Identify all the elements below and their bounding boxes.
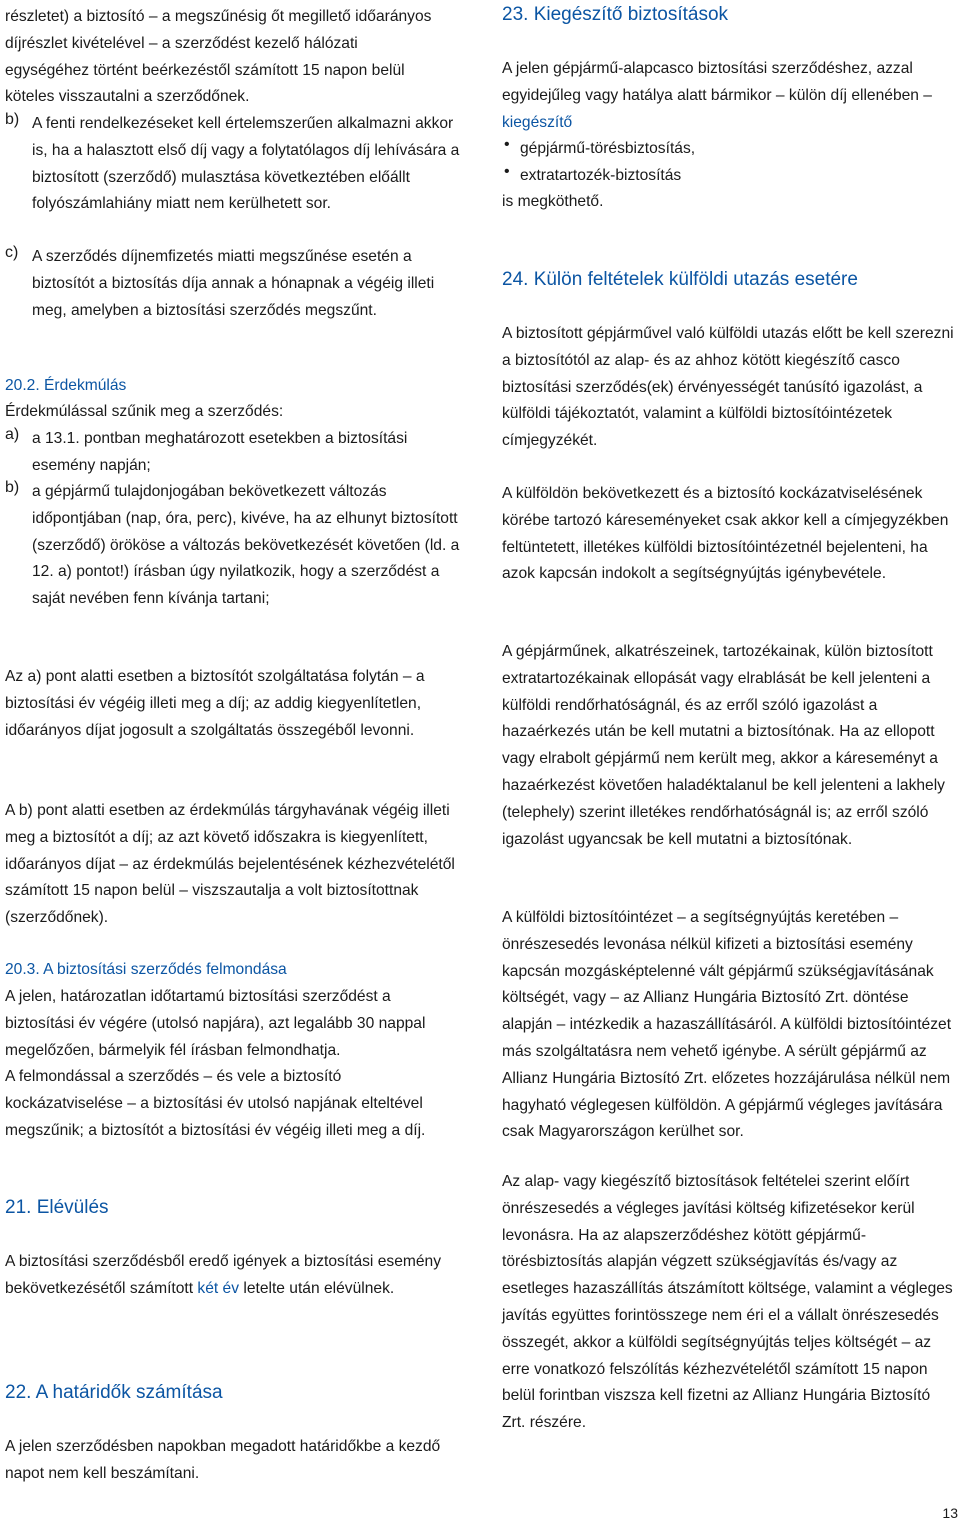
- bullet-text: gépjármű-törésbiztosítás,: [520, 140, 696, 157]
- item-20-2-a-text: a 13.1. pontban meghatározott esetekben a biztosítási esemény napján;: [32, 430, 408, 474]
- section-21-text-part2: letelte után elévülnek.: [239, 1279, 395, 1297]
- section-20-3-heading: 20.3. A biztosítási szerződés felmondása: [5, 961, 287, 978]
- section-22-heading: 22. A határidők számítása: [5, 1382, 223, 1403]
- section-24-para1: A biztosított gépjárművel való külföldi utazás előtt be kell szerezni a biztosítótól az alap- és az ahhoz kötött kiegészítő casco biztosítási szerződés(ek) érvényességét tanúsító igazolást, a külföldi tájékoztatót, valamint a külföldi biztosítóintézetek címjegyzékét.: [502, 325, 954, 450]
- section-23-heading: 23. Kiegészítő biztosítások: [502, 4, 729, 25]
- page-number: 13: [942, 1505, 958, 1521]
- item-20-2-a-label: a): [5, 426, 20, 443]
- intro-continuation: részletet) a biztosító – a megszűnésig őt megillető időarányos díjrészlet kivételével – a szerződést kezelő hálózati egységéhez történt beérkezéstől számított 15 napon belül köteles visszautalni a szerződőnek.: [5, 8, 432, 106]
- section-23-text-part1: A jelen gépjármű-alapcasco biztosítási szerződéshez, azzal egyidejűleg vagy hatálya alatt bármikor – külön díj ellenében –: [502, 60, 932, 104]
- section-23-text: [502, 56, 954, 136]
- item-b-label: b): [5, 111, 20, 128]
- item-20-2-a: [5, 426, 461, 480]
- section-23-emphasis: kiegészítő: [502, 113, 573, 131]
- section-24-heading: 24. Külön feltételek külföldi utazás esetére: [502, 269, 858, 290]
- section-21-emphasis: két év: [197, 1279, 240, 1297]
- section-20-3-para2: A felmondással a szerződés – és vele a biztosító kockázatviselése – a biztosítási év utolsó napjának elteltével megszűnik; a biztosítót a biztosítási év végéig illeti meg a díj.: [5, 1068, 426, 1139]
- item-20-2-b: [5, 479, 461, 613]
- section-22-text: A jelen szerződésben napokban megadott határidőkbe a kezdő napot nem kell beszámítani.: [5, 1438, 441, 1482]
- item-b-text: A fenti rendelkezéseket kell értelemszerűen alkalmazni akkor is, ha a halasztott első díj vagy a folytatólagos díj lehívására a biztosított (szerződő) mulasztása következtében előállt folyószámlahiány miatt nem kerülhetett sor.: [32, 115, 460, 213]
- section-20-2-para1: Az a) pont alatti esetben a biztosítót szolgáltatása folytán – a biztosítási év végéig illeti meg a díj; az addig kiegyenlítetlen, időarányos díjat jogosult a szolgáltatás összegéből levonni.: [5, 668, 425, 739]
- bullet-item: [502, 163, 954, 190]
- section-20-3-para1: A jelen, határozatlan időtartamú biztosítási szerződést a biztosítási év végére (utolsó napjára), azt legalább 30 nappal megelőzően, bármelyik fél írásban felmondhatja.: [5, 988, 426, 1059]
- bullet-text: extratartozék-biztosítás: [520, 167, 682, 184]
- bullet-dot: •: [504, 136, 510, 153]
- item-c: [5, 244, 461, 324]
- item-c-label: c): [5, 244, 19, 261]
- section-21-heading: 21. Elévülés: [5, 1197, 109, 1218]
- item-20-2-b-text: a gépjármű tulajdonjogában bekövetkezett változás időpontjában (nap, óra, perc), kivéve, ha az elhunyt biztosított (szerződő) örököse a változás bekövetkezését követően (ld. a 12. a) pontot!) írásban úgy nyilatkozik, hogy a szerződést a saját nevében fenn kívánja tartani;: [32, 483, 460, 608]
- item-b: [5, 111, 461, 218]
- section-20-2-lead: Érdekmúlással szűnik meg a szerződés:: [5, 403, 284, 420]
- bullet-dot: •: [504, 163, 510, 180]
- section-23-end: is megköthető.: [502, 193, 604, 210]
- item-20-2-b-label: b): [5, 479, 20, 496]
- item-c-text: A szerződés díjnemfizetés miatti megszűnése esetén a biztosítót a biztosítás díja annak a hónapnak a végéig illeti meg, amelyben a biztosítási szerződés megszűnt.: [32, 248, 435, 319]
- section-24-para5: Az alap- vagy kiegészítő biztosítások feltételei szerint előírt önrészesedés a végleges javítási költség kifizetésekor kerül levonásra. Ha az alapszerződéshez kötött gépjármű-törésbiztosítás alapján végzett szükségjavítás és/vagy az esetleges hazaszállítás átszámított költsége, valamint a végleges javítás együttes forintösszege nem éri el a vállalt önrészesedés összegét, akkor a külföldi segítségnyújtás teljes költségét – az erre vonatkozó felszólítás kézhezvételétől számított 15 napon belül forintban viszsza kell fizetni az Allianz Hungária Biztosító Zrt. részére.: [502, 1173, 953, 1432]
- section-21-text: [5, 1249, 457, 1303]
- section-20-2-heading: 20.2. Érdekmúlás: [5, 377, 127, 394]
- bullet-item: [502, 136, 954, 163]
- section-21-text-part1: A biztosítási szerződésből eredő igények a biztosítási esemény bekövetkezésétől számított: [5, 1253, 441, 1297]
- section-24-para4: A külföldi biztosítóintézet – a segítségnyújtás keretében – önrészesedés levonása nélkül kifizeti a biztosítási esemény kapcsán mozgásképtelenné vált gépjármű szükségjavításának költségét, vagy – az Allianz Hungária Biztosító Zrt. döntése alapján – intézkedik a hazaszállításáról. A külföldi biztosítóintézet más szolgáltatásra nem vehető igénybe. A sérült gépjármű az Allianz Hungária Biztosító Zrt. előzetes hozzájárulása nélkül nem hagyható véglegesen külföldön. A gépjármű végleges javítására csak Magyarországon kerülhet sor.: [502, 909, 952, 1141]
- section-20-2-para2: A b) pont alatti esetben az érdekmúlás tárgyhavának végéig illeti meg a biztosítót a díj; az azt követő időszakra is kiegyenlített, időarányos díjat – az érdekmúlás bejelentésének kézhezvételétől számított 15 napon belül – viszszautalja a volt biztosítottnak (szerződőnek).: [5, 802, 455, 927]
- section-24-para3: A gépjárműnek, alkatrészeinek, tartozékainak, külön biztosított extratartozékainak ellopását vagy elrablását be kell jelenteni a külföldi rendőrhatóságnál, és az erről szóló igazolást a hazaérkezés után be kell mutatni a biztosítónak. Ha az ellopott vagy elrabolt gépjármű nem került meg, akkor a káreseményt a hazaérkezést követően haladéktalanul be kell jelenteni a lakhely (telephely) szerint illetékes rendőrhatóságnál is; az erről szóló igazolást ugyancsak be kell mutatni a biztosítónak.: [502, 643, 945, 848]
- section-24-para2: A külföldön bekövetkezett és a biztosító kockázatviselésének körébe tartozó káreseményeket csak akkor kell a címjegyzékben feltüntetett, illetékes külföldi biztosítóintézetnél bejelenteni, ha azok kapcsán indokolt a segítségnyújtás igénybevétele.: [502, 485, 949, 583]
